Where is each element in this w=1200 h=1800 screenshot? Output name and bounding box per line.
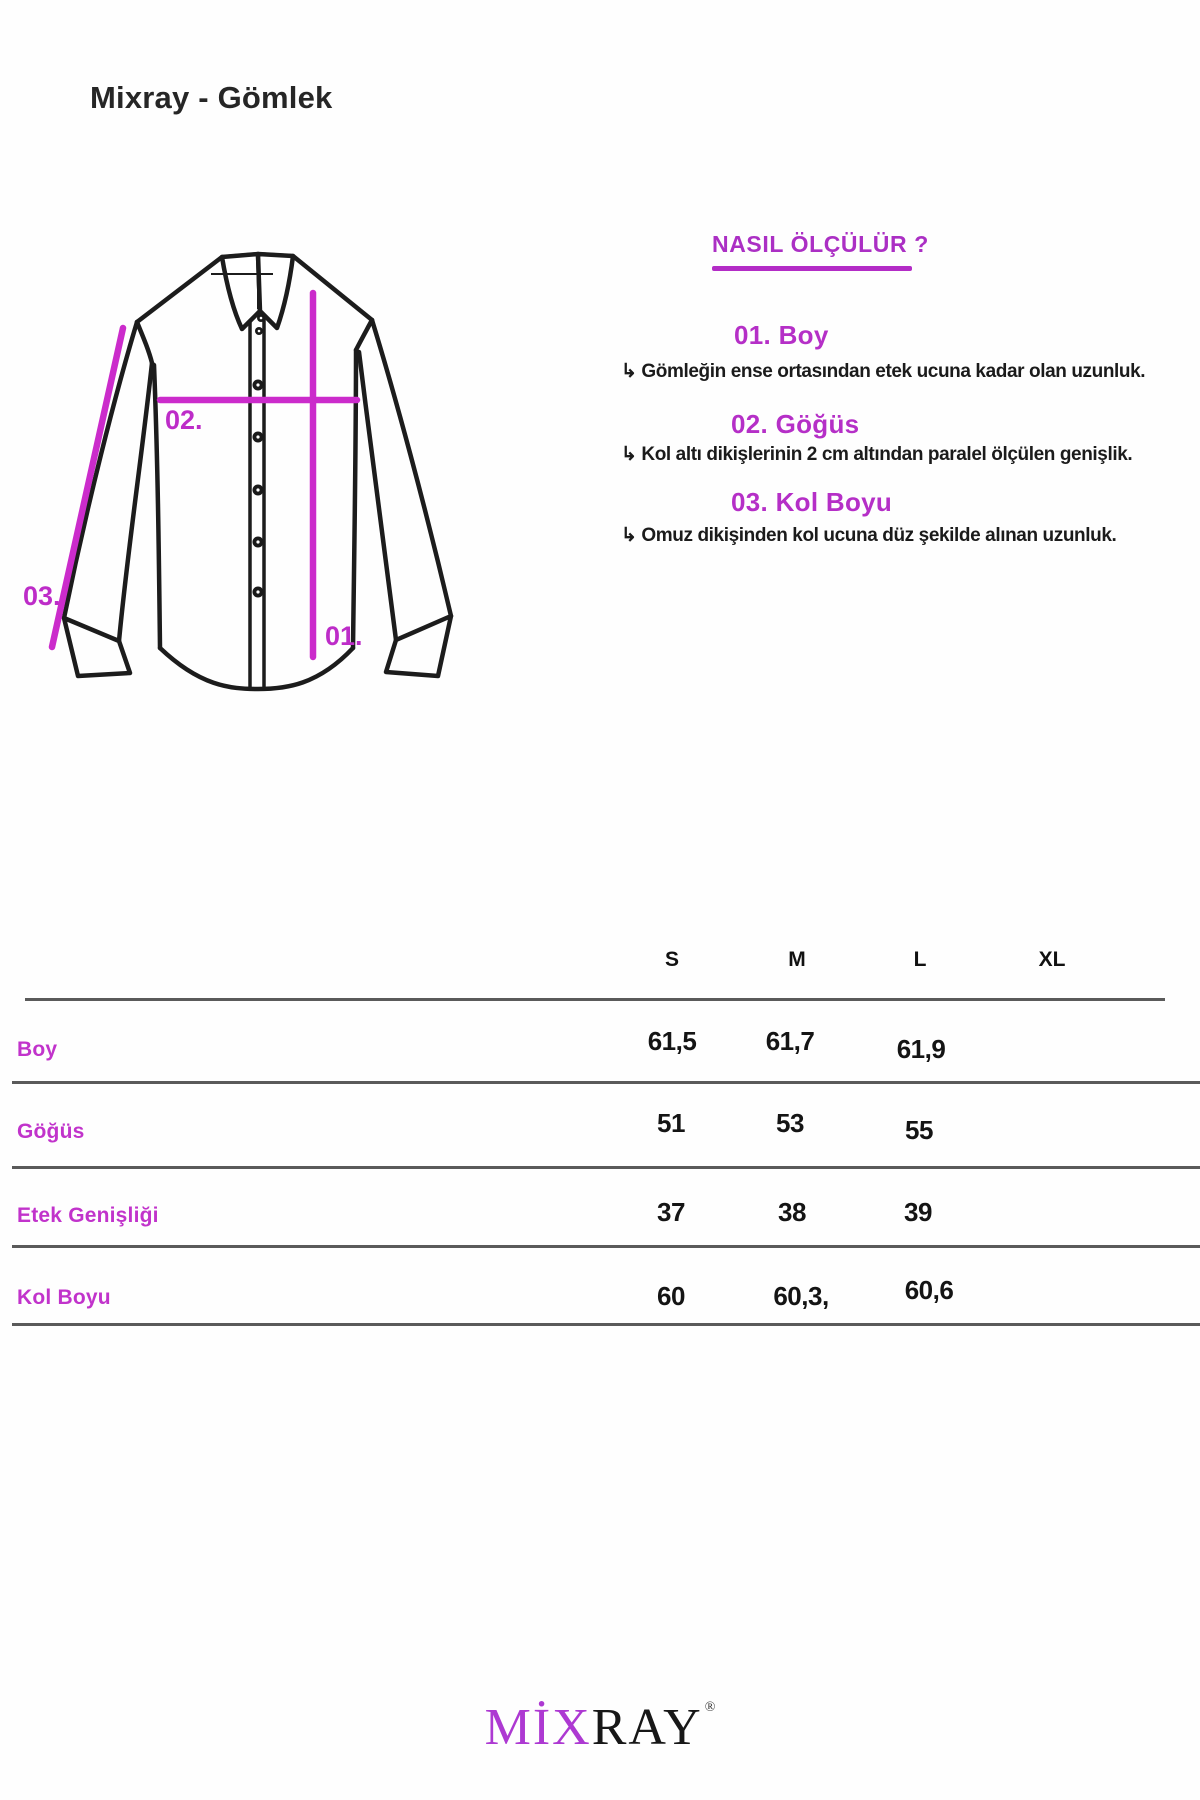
measure-label-01: 01.: [325, 621, 363, 651]
brand-logo-mix: MİX: [484, 1699, 592, 1756]
table-divider: [25, 998, 1165, 1001]
cell-etek-l: 39: [904, 1197, 932, 1227]
column-header-s: S: [664, 948, 680, 971]
row-label-boy: Boy: [17, 1038, 58, 1061]
table-divider: [12, 1323, 1200, 1326]
cell-boy-s: 61,5: [647, 1026, 697, 1056]
section-title-kol-boyu: 03. Kol Boyu: [731, 487, 893, 517]
cell-boy-l: 61,9: [896, 1034, 946, 1064]
row-label-etek-genisligi: Etek Genişliği: [17, 1204, 159, 1227]
shirt-collar: [211, 254, 293, 329]
howto-heading-underline: [712, 266, 912, 271]
section-title-gogus: 02. Göğüs: [731, 409, 860, 439]
shirt-outline: [64, 256, 451, 689]
cell-etek-s: 37: [657, 1197, 685, 1227]
table-divider: [12, 1245, 1200, 1248]
cell-gogus-l: 55: [905, 1115, 933, 1145]
section-desc-boy: ↳ Gömleğin ense ortasından etek ucuna kadar olan uzunluk.: [621, 361, 1146, 382]
column-header-xl: XL: [1038, 948, 1066, 971]
table-divider: [12, 1081, 1200, 1084]
howto-heading: NASIL ÖLÇÜLÜR ?: [712, 231, 929, 257]
measure-label-03: 03.: [23, 581, 61, 611]
section-desc-gogus: ↳ Kol altı dikişlerinin 2 cm altından paralel ölçülen genişlik.: [621, 444, 1133, 465]
measure-label-02: 02.: [165, 405, 203, 435]
brand-logo-ray: RAY: [591, 1699, 703, 1756]
column-header-l: L: [913, 948, 927, 971]
page-title: Mixray - Gömlek: [90, 80, 333, 115]
row-label-kol-boyu: Kol Boyu: [17, 1286, 111, 1309]
cell-kol-s: 60: [657, 1281, 685, 1311]
shirt-diagram: [15, 195, 480, 705]
cell-kol-m: 60,3,: [773, 1281, 829, 1311]
registered-mark: ®: [704, 1700, 716, 1715]
column-header-m: M: [788, 948, 806, 971]
cell-gogus-m: 53: [776, 1108, 804, 1138]
table-divider: [12, 1166, 1200, 1169]
measure-line-03: [52, 328, 123, 647]
section-desc-kol-boyu: ↳ Omuz dikişinden kol ucuna düz şekilde alınan uzunluk.: [621, 525, 1117, 546]
cell-gogus-s: 51: [657, 1108, 685, 1138]
row-label-gogus: Göğüs: [17, 1120, 85, 1143]
section-title-boy: 01. Boy: [734, 320, 829, 350]
brand-logo: [0, 1699, 1200, 1756]
cell-etek-m: 38: [778, 1197, 806, 1227]
cell-kol-l: 60,6: [904, 1275, 954, 1305]
cell-boy-m: 61,7: [765, 1026, 815, 1056]
